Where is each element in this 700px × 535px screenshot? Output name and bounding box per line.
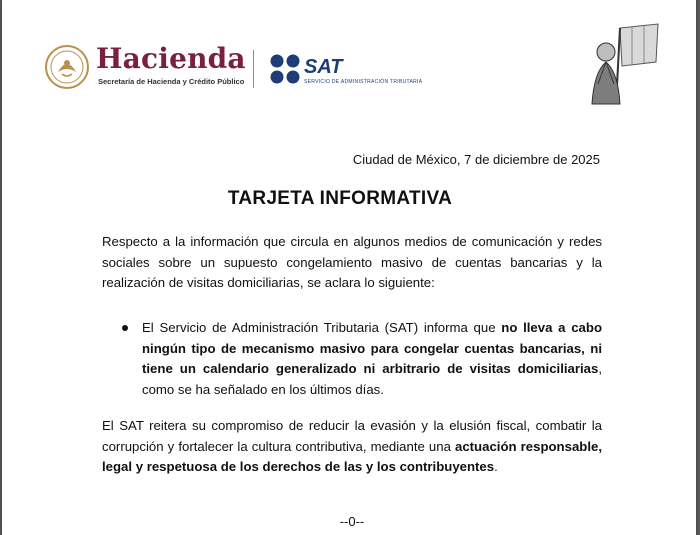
closing-bold: actuación responsable, legal y respetuosa de los derechos de las y los contribuyentes bbox=[102, 438, 602, 475]
letterhead bbox=[2, 0, 696, 120]
logo-divider bbox=[253, 50, 254, 88]
bullet-text bbox=[142, 318, 602, 400]
end-separator: --0-- bbox=[339, 514, 365, 529]
heroine-flag-illustration bbox=[580, 22, 660, 106]
closing-post: . bbox=[494, 459, 498, 475]
document-page bbox=[2, 0, 696, 535]
document-date: Ciudad de México, 7 de diciembre de 2025 bbox=[352, 152, 600, 167]
sat-dots-logo-icon bbox=[269, 53, 301, 85]
document-title: TARJETA INFORMATIVA bbox=[227, 188, 453, 209]
bullet-text-post: , como se ha señalado en los últimos días. bbox=[142, 361, 602, 397]
closing-paragraph bbox=[102, 416, 602, 478]
intro-paragraph: Respecto a la información que circula en algunos medios de comunicación y redes sociales sobre un supuesto congelamiento masivo de cuentas bancarias y la realización de visitas domiciliarias, se aclara lo siguiente: bbox=[102, 234, 602, 291]
bullet-text-bold: no lleva a cabo ningún tipo de mecanismo masivo para congelar cuentas bancarias, ni tiene un calendario generalizado ni arbitrario de visitas domiciliarias bbox=[142, 320, 602, 377]
sat-subtitle: SERVICIO DE ADMINISTRACIÓN TRIBUTARIA bbox=[304, 79, 423, 85]
bullet-icon bbox=[122, 325, 128, 331]
hacienda-subtitle: Secretaría de Hacienda y Crédito Público bbox=[98, 77, 245, 86]
sat-name: SAT bbox=[304, 56, 343, 78]
hacienda-name: Hacienda bbox=[96, 42, 246, 75]
closing-pre: El SAT reitera su compromiso de reducir la evasión y la elusión fiscal, combatir la corrupción y fortalecer la cultura contributiva, mediante una bbox=[102, 418, 602, 454]
bullet-text-pre: El Servicio de Administración Tributaria (SAT) informa que bbox=[142, 320, 502, 335]
mexican-seal-icon bbox=[44, 44, 90, 90]
